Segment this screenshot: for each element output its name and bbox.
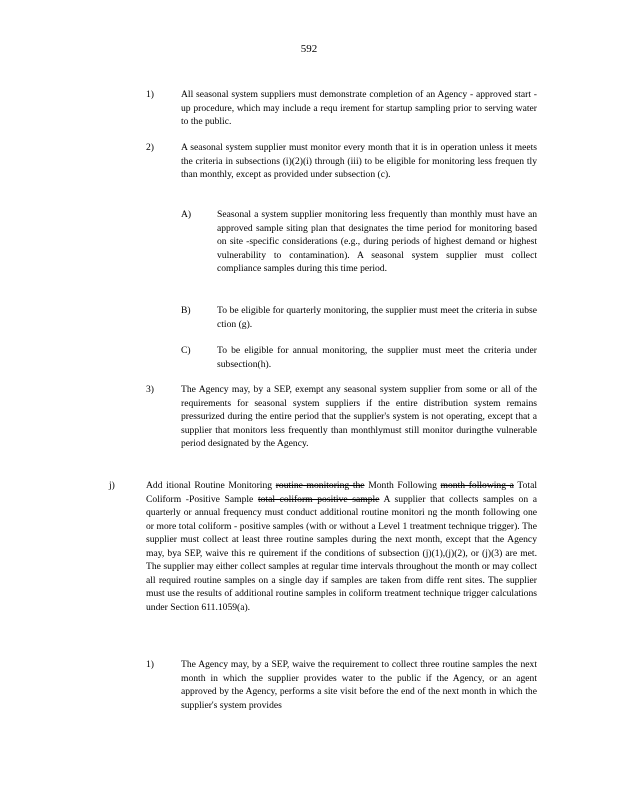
item-text: Seasonal a system supplier monitoring less frequently than monthly must have an approved sample siting plan that designates the time period for monitoring based on site -specific considerations (e.g., during periods of highest demand or highest vulnerability to contamination). A seasonal system supplier must collect compliance samples during this time period. — [217, 209, 537, 274]
heading-part: Add itional Routine Monitoring — [146, 480, 273, 491]
item-text: The Agency may, by a SEP, waive the requirement to collect three routine samples the next month in which the supplier provides water to the public if the Agency, or an agent approved by the Agency, performs a site visit before the end of the next month in which the supplier's system provides — [181, 659, 537, 711]
item-text — [146, 479, 537, 614]
item-label: j) — [109, 480, 115, 491]
deleted-text: total coliform positive sample — [257, 493, 380, 505]
item-label: C) — [181, 345, 191, 356]
heading-part: Month Following — [368, 480, 437, 491]
item-label: A) — [181, 209, 192, 220]
item-text: To be eligible for annual monitoring, the supplier must meet the criteria under subsection(h). — [217, 345, 537, 370]
deleted-text: month following a — [440, 480, 514, 491]
item-text: A seasonal system supplier must monitor every month that it is in operation unless it meets the criteria in subsections (i)(2)(i) through (iii) to be eligible for monitoring less frequen tly than monthly, except as provided under subsection (c). — [181, 142, 537, 180]
deleted-text: routine monitoring the — [275, 480, 365, 491]
item-label: B) — [181, 305, 191, 316]
item-text: To be eligible for quarterly monitoring, the supplier must meet the criteria in subse ction (g). — [217, 305, 537, 330]
item-text: The Agency may, by a SEP, exempt any seasonal system supplier from some or all of the requirements for seasonal system suppliers if the entire distribution system remains pressurized during the entire period that the supplier's system is not operating, except that a supplier that monitors less frequently than monthlymust still monitor duringthe vulnerable period designated by the Agency. — [181, 384, 537, 449]
item-text: All seasonal system suppliers must demonstrate completion of an Agency - approved start -up procedure, which may include a requ irement for startup sampling prior to serving water to the public. — [181, 89, 537, 127]
item-label: 1) — [146, 89, 154, 100]
heading-part: Total Coliform -Positive Sample — [146, 480, 537, 505]
page-number: 592 — [300, 43, 318, 55]
item-label: 3) — [146, 384, 154, 395]
item-label: 1) — [146, 659, 154, 670]
body-text: A supplier that collects samples on a quarterly or annual frequency must conduct additional routine monitori ng the month following one or more total coliform - positive samples (with or without a Level 1 treatment technique trigger). The supplier must collect at least three routine samples during the next month, except that the Agency may, bya SEP, waive this re quirement if the conditions of subsection (j)(1),(j)(2), or (j)(3) are met. The supplier may either collect samples at regular time intervals throughout the month or may collect all required routine samples on a single day if samples are taken from diffe rent sites. The supplier must use the results of additional routine samples in coliform treatment technique trigger calculations under Section 611.1059(a). — [146, 493, 537, 613]
item-label: 2) — [146, 142, 154, 153]
